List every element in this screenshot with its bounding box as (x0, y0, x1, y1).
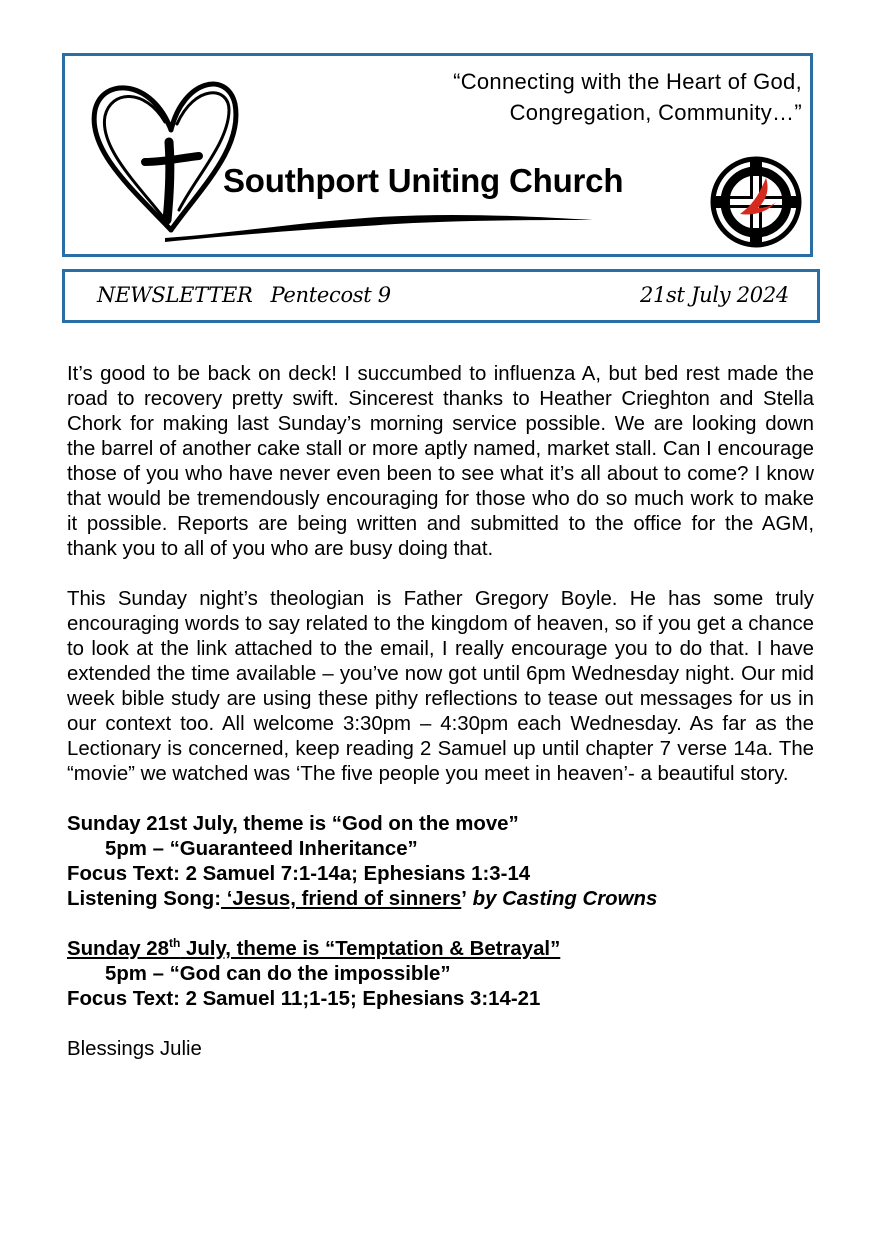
service-2-time: 5pm – “God can do the impossible” (105, 963, 451, 985)
newsletter-banner (62, 269, 820, 323)
church-name: Southport Uniting Church (223, 162, 624, 199)
service-2-focus-text: Focus Text: 2 Samuel 11;1-15; Ephesians 3:14-21 (67, 988, 541, 1010)
newsletter-body (67, 362, 814, 1062)
tagline (282, 66, 802, 128)
service-2-heading (67, 937, 814, 962)
signoff: Blessings Julie (67, 1038, 202, 1060)
newsletter-date: 21st July 2024 (639, 283, 789, 307)
underline-swoosh (165, 204, 595, 244)
service-1-listening-song (67, 887, 814, 912)
song-artist: by Casting Crowns (466, 888, 658, 910)
service-1-focus-text: Focus Text: 2 Samuel 7:1-14a; Ephesians 1:3-14 (67, 863, 531, 885)
newsletter-label: NEWSLETTER (97, 283, 253, 307)
service-1-time: 5pm – “Guaranteed Inheritance” (105, 838, 418, 860)
song-prefix: Listening Song: (67, 888, 222, 910)
tagline-line-1: “Connecting with the Heart of God, (453, 69, 802, 94)
newsletter-title (97, 283, 391, 307)
uniting-church-logo-icon (710, 156, 802, 248)
tagline-line-2: Congregation, Community…” (509, 100, 802, 125)
paragraph-1: It’s good to be back on deck! I succumbed to influenza A, but bed rest made the road to recovery pretty swift. Sincerest thanks to Heather Crieghton and Stella Chork for making last Sunday’s morning service possible. We are looking down the barrel of another cake stall or more aptly named, market stall. Can I encourage those of you who have never even been to see what it’s all about to come? I know that would be tremendously encouraging for those who do so much work to make it possible. Reports are being written and submitted to the office for the AGM, thank you to all of you who are busy doing that. (67, 363, 814, 560)
song-title: ‘Jesus, friend of sinners (221, 888, 462, 910)
service-1-heading: Sunday 21st July, theme is “God on the move” (67, 813, 519, 835)
song-quote-end: ’ (461, 888, 467, 910)
newsletter-season: Pentecost 9 (270, 283, 391, 307)
service-2-heading-text: Sunday 28th July, theme is “Temptation & Betrayal” (67, 936, 561, 960)
masthead (62, 53, 813, 257)
service-schedule (67, 812, 814, 1012)
paragraph-2: This Sunday night’s theologian is Father Gregory Boyle. He has some truly encouraging words to say related to the kingdom of heaven, so if you get a chance to look at the link attached to the email, I really encourage you to do that. I have extended the time available – you’ve now got until 6pm Wednesday night. Our mid week bible study are using these pithy reflections to tease out messages for us in our context too. All welcome 3:30pm – 4:30pm each Wednesday. As far as the Lectionary is concerned, keep reading 2 Samuel up until chapter 7 verse 14a. The “movie” we watched was ‘The five people you meet in heaven’- a beautiful story. (67, 588, 814, 785)
